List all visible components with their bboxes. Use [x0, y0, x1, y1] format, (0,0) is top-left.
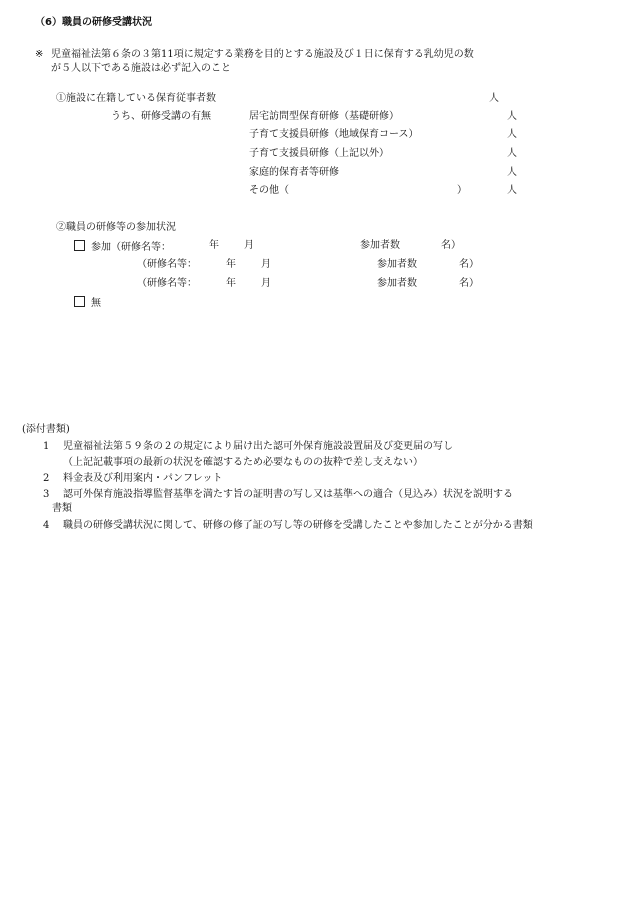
training-cont: （研修名等： — [137, 278, 197, 289]
month-label: 月 — [261, 259, 271, 270]
section-title: （6）職員の研修受講状況 — [35, 17, 152, 28]
attachment-subtext: （上記記載事項の最新の状況を確認するため必要なものの抜粋で差し支えない） — [63, 457, 423, 468]
note-line-1: 児童福祉法第６条の３第11項に規定する業務を目的とする施設及び１日に保育する乳幼児の数 — [51, 49, 474, 60]
attachment-text: 認可外保育施設指導監督基準を満たす旨の証明書の写し又は基準への適合（見込み）状況を説明する — [63, 489, 513, 500]
staff-row-unit: 人 — [507, 129, 517, 140]
attachment-number: 2 — [43, 473, 50, 484]
staff-row-label: 家庭的保育者等研修 — [249, 167, 339, 178]
staff-sub-label: うち、研修受講の有無 — [111, 111, 211, 122]
attachment-text: 児童福祉法第５９条の２の規定により届け出た認可外保育施設設置届及び変更届の写し — [63, 441, 453, 452]
staff-row-label: 子育て支援員研修（地域保育コース） — [249, 129, 419, 140]
month-label: 月 — [244, 240, 254, 251]
staff-row-label: 子育て支援員研修（上記以外） — [249, 148, 389, 159]
training-option-yes[interactable] — [74, 240, 171, 254]
attachment-text: 職員の研修受講状況に関して、研修の修了証の写し等の研修を受講したことや参加したことが分かる書類 — [63, 520, 533, 531]
attachment-number: 4 — [43, 520, 50, 531]
staff-row-unit: 人 — [507, 111, 517, 122]
staff-row-label: その他（ — [249, 185, 289, 196]
training-heading: ②職員の研修等の参加状況 — [56, 222, 176, 233]
participants-label: 参加者数 — [377, 259, 417, 270]
year-label: 年 — [209, 240, 219, 251]
participants-label: 参加者数 — [360, 240, 400, 251]
attachment-number: 1 — [43, 441, 50, 452]
note-line-2: が５人以下である施設は必ず記入のこと — [51, 63, 231, 74]
staff-unit: 人 — [489, 93, 499, 104]
count-suffix: 名） — [459, 259, 479, 270]
participants-label: 参加者数 — [377, 278, 417, 289]
none-checkbox[interactable] — [74, 296, 85, 307]
attachment-number: 3 — [43, 489, 50, 500]
training-option-yes-label: 参加（研修名等： — [91, 242, 171, 253]
participation-checkbox[interactable] — [74, 240, 85, 251]
count-suffix: 名） — [459, 278, 479, 289]
staff-row-label: 居宅訪問型保育研修（基礎研修） — [249, 111, 399, 122]
month-label: 月 — [261, 278, 271, 289]
count-suffix: 名） — [441, 240, 461, 251]
training-option-no[interactable] — [74, 296, 101, 310]
attachment-text: 料金表及び利用案内・パンフレット — [63, 473, 223, 484]
note-mark: ※ — [35, 49, 44, 60]
training-cont: （研修名等： — [137, 259, 197, 270]
attachments-heading: (添付書類) — [22, 424, 70, 435]
attachment-continuation: 書類 — [52, 503, 72, 514]
staff-row-unit: 人 — [507, 185, 517, 196]
year-label: 年 — [226, 278, 236, 289]
staff-row-close: ） — [457, 185, 467, 196]
staff-row-unit: 人 — [507, 148, 517, 159]
year-label: 年 — [226, 259, 236, 270]
training-option-no-label: 無 — [91, 298, 101, 309]
staff-row-unit: 人 — [507, 167, 517, 178]
staff-heading: ①施設に在籍している保育従事者数 — [56, 93, 216, 104]
